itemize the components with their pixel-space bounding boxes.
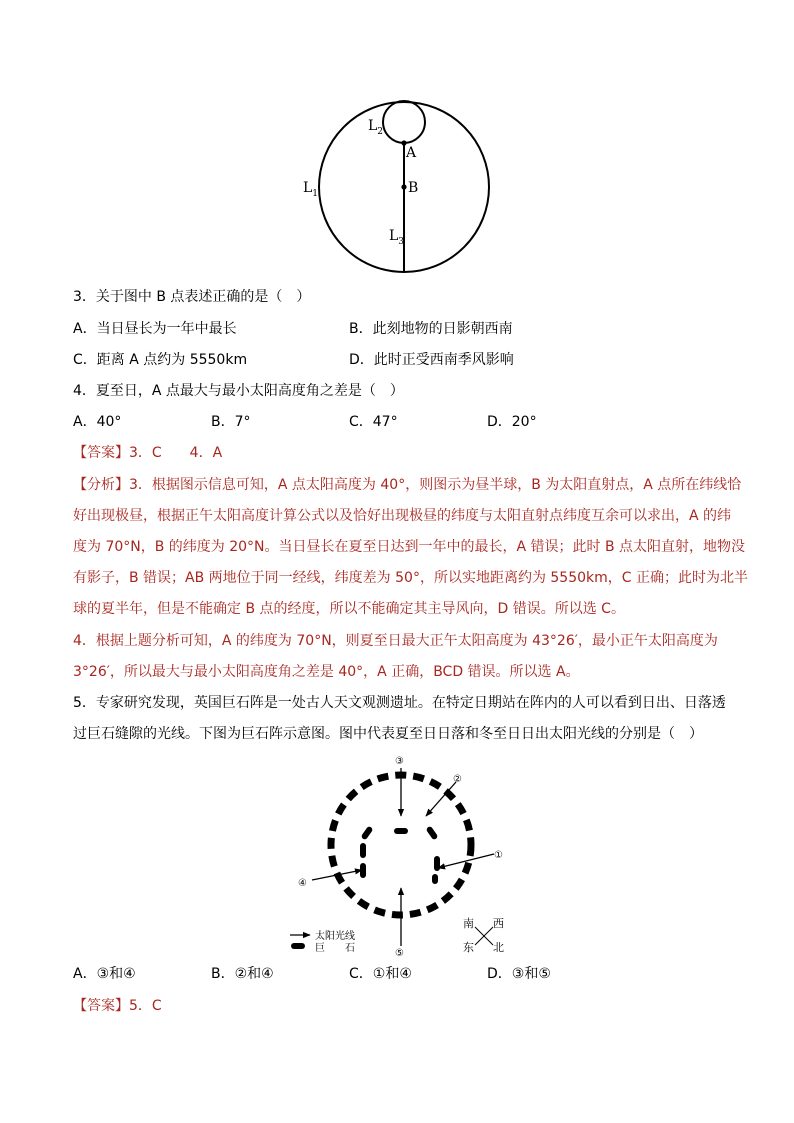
question-5-stem-line-1: 5．专家研究发现，英国巨石阵是一处古人天文观测遗址。在特定日期站在阵内的人可以看到日出、日落透 — [73, 695, 726, 711]
figure-sun-hemisphere — [295, 95, 505, 280]
label-L3: $L_3$ — [389, 228, 405, 247]
analysis-line-1: 【分析】3．根据图示信息可知，A 点太阳高度为 40°，则图示为昼半球，B 为太阳直射点，A 点所在纬线恰 — [73, 477, 742, 493]
point-B — [401, 184, 406, 189]
legend-stone-label: 巨 石 — [315, 943, 355, 954]
analysis-line-5: 球的夏半年，但是不能确定 B 点的经度，所以不能确定其主导风向，D 错误。所以选 C。 — [73, 601, 625, 617]
compass-west: 西 — [493, 917, 504, 930]
q3-option-c: C．距离 A 点约为 5550km — [73, 352, 248, 368]
q5-option-a: A．③和④ — [73, 966, 136, 982]
stone-upper-right — [426, 826, 439, 841]
analysis-line-3: 度为 70°N，B 的纬度为 20°N。当日昼长在夏至日达到一年中的最长，A 错误；此时 B 点太阳直射，地物没 — [73, 539, 746, 555]
analysis-line-6: 4．根据上题分析可知，A 的纬度为 70°N，则夏至日最大正午太阳高度为 43°26′，最小正午太阳高度为 — [73, 633, 718, 649]
question-3-stem: 3．关于图中 B 点表述正确的是（ ） — [73, 289, 311, 305]
compass-south: 南 — [463, 917, 474, 930]
q3-option-d: D．此时正受西南季风影响 — [349, 352, 514, 368]
analysis-line-4: 有影子，B 错误；AB 两地位于同一经线，纬度差为 50°，所以实地距离约为 5550km，C 正确；此时为北半 — [73, 570, 748, 586]
q4-option-a: A．40° — [73, 414, 122, 430]
marker-1: ① — [494, 850, 503, 861]
small-circle-L2 — [383, 101, 425, 143]
label-L1: $L_1$ — [303, 180, 319, 199]
stone-right-mid — [434, 856, 440, 871]
label-L2: $L_2$ — [368, 118, 384, 137]
marker-5: ⑤ — [395, 948, 404, 959]
q5-option-c: C．①和④ — [349, 966, 412, 982]
marker-4: ④ — [298, 878, 307, 889]
q4-option-b: B．7° — [211, 414, 251, 430]
marker-3: ③ — [395, 756, 404, 767]
analysis-line-7: 3°26′，所以最大与最小太阳高度角之差是 40°，A 正确，BCD 错误。所以选 A。 — [73, 664, 580, 680]
q5-option-d: D．③和⑤ — [487, 966, 551, 982]
label-B: B — [408, 180, 419, 196]
stone-right-low — [432, 874, 438, 884]
answer-3-4: 【答案】3．C 4．A — [73, 445, 223, 461]
legend-sunlight-label: 太阳光线 — [315, 931, 355, 942]
question-4-stem: 4．夏至日，A 点最大与最小太阳高度角之差是（ ） — [73, 383, 404, 399]
q4-option-c: C．47° — [349, 414, 398, 430]
marker-2: ② — [453, 774, 462, 785]
label-A: A — [406, 145, 417, 161]
answer-5: 【答案】5．C — [73, 998, 162, 1014]
stone-left-mid — [360, 843, 366, 858]
figure-stonehenge — [280, 750, 530, 960]
stone-top — [394, 828, 408, 834]
stone-upper-left — [361, 826, 374, 841]
compass-east: 东 — [463, 941, 474, 954]
q5-option-b: B．②和④ — [211, 966, 274, 982]
analysis-line-2: 好出现极昼，根据正午太阳高度计算公式以及恰好出现极昼的纬度与太阳直射点纬度互余可以求出，A 的纬 — [73, 508, 732, 524]
question-5-stem-line-2: 过巨石缝隙的光线。下图为巨石阵示意图。图中代表夏至日日落和冬至日日出太阳光线的分别是（ ） — [73, 726, 703, 742]
q3-option-b: B．此刻地物的日影朝西南 — [349, 321, 513, 337]
q3-option-a: A．当日昼长为一年中最长 — [73, 321, 237, 337]
legend-stone-swatch — [291, 943, 305, 949]
compass-north: 北 — [493, 941, 504, 954]
q4-option-d: D．20° — [487, 414, 537, 430]
